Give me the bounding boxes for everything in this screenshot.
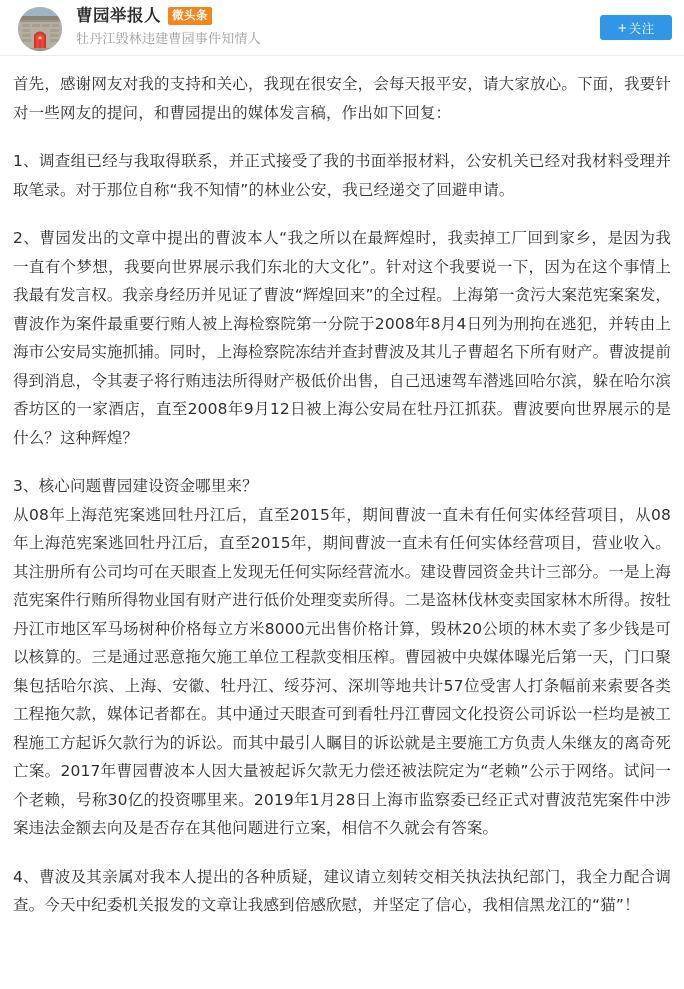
post-content bbox=[0, 56, 684, 920]
author-name[interactable]: 曹园举报人 bbox=[76, 6, 161, 25]
post-paragraph: 首先，感谢网友对我的支持和关心，我现在很安全，会每天报平安，请大家放心。下面，我要针对一些网友的提问，和曹园提出的媒体发言稿，作出如下回复： bbox=[13, 75, 671, 122]
post-paragraph: 4、曹波及其亲属对我本人提出的各种质疑，建议请立刻转交相关执法执纪部门，我全力配合调查。今天中纪委机关报发的文章让我感到倍感欣慰，并坚定了信心，我相信黑龙江的“猫”！ bbox=[13, 867, 671, 914]
author-name-row bbox=[76, 6, 261, 26]
author-description: 牡丹江毁林违建曹园事件知情人 bbox=[76, 32, 261, 47]
weitoutiao-badge: 微头条 bbox=[168, 7, 212, 25]
follow-button[interactable] bbox=[600, 15, 672, 40]
post-paragraph: 2、曹园发出的文章中提出的曹波本人“我之所以在最辉煌时，我卖掉工厂回到家乡，是因为我一直有个梦想，我要向世界展示我们东北的大文化”。针对这个我要说一下，因为在这个事情上我最有发言权。我亲身经历并见证了曹波“辉煌回来”的全过程。上海第一贪污大案范宪案案发，曹波作为案件最重要行贿人被上海检察院第一分院于2008年8月4日列为刑拘在逃犯，并转由上海市公安局实施抓捕。同时，上海检察院冻结并查封曹波及其儿子曹超名下所有财产。曹波提前得到消息，令其妻子将行贿违法所得财产极低价出售，自己迅速驾车潜逃回哈尔滨，躲在哈尔滨香坊区的一家酒店，直至2008年9月12日被上海公安局在牡丹江抓获。曹波要向世界展示的是什么？这种辉煌？ bbox=[13, 229, 672, 447]
avatar[interactable] bbox=[18, 7, 62, 51]
plus-icon: + bbox=[617, 20, 628, 35]
author-block[interactable] bbox=[0, 6, 684, 51]
author-meta bbox=[76, 6, 261, 49]
post-header bbox=[0, 0, 684, 56]
post-paragraph: 3、核心问题曹园建设资金哪里来？ bbox=[13, 477, 258, 495]
follow-button-label: 关注 bbox=[628, 20, 655, 36]
post-paragraph: 从08年上海范宪案逃回牡丹江后，直至2015年，期间曹波一直未有任何实体经营项目，从08年上海范宪案逃回牡丹江后，直至2015年，期间曹波一直未有任何实体经营项目，营业收入。其注册所有公司均可在天眼查上发现无任何实际经营流水。建设曹园资金共计三部分。一是上海范宪案件行贿所得物业国有财产进行低价处理变卖所得。二是盗林伐林变卖国家林木所得。按牡丹江市地区军马场树种价格每立方米8000元出售价格计算，毁林20公顷的林木卖了多少钱是可以核算的。三是通过恶意拖欠施工单位工程款变相压榨。曹园被中央媒体曝光后第一天，门口聚集包括哈尔滨、上海、安徽、牡丹江、绥芬河、深圳等地共计57位受害人打条幅前来索要各类工程拖欠款，媒体记者都在。其中通过天眼查可到看牡丹江曹园文化投资公司诉讼一栏均是被工程施工方起诉欠款行为的诉讼。而其中最引人瞩目的诉讼就是主要施工方负责人朱继友的离奇死亡案。2017年曹园曹波本人因大量被起诉欠款无力偿还被法院定为“老赖”公示于网络。试问一个老赖，号称30亿的投资哪里来。2019年1月28日上海市监察委已经正式对曹波范宪案件中涉案违法金额去向及是否存在其他问题进行立案，相信不久就会有答案。 bbox=[13, 505, 671, 837]
post-paragraph: 1、调查组已经与我取得联系，并正式接受了我的书面举报材料，公安机关已经对我材料受理并取笔录。对于那位自称“我不知情”的林业公安，我已经递交了回避申请。 bbox=[13, 152, 671, 199]
stone-gate-photo-icon bbox=[18, 7, 62, 51]
